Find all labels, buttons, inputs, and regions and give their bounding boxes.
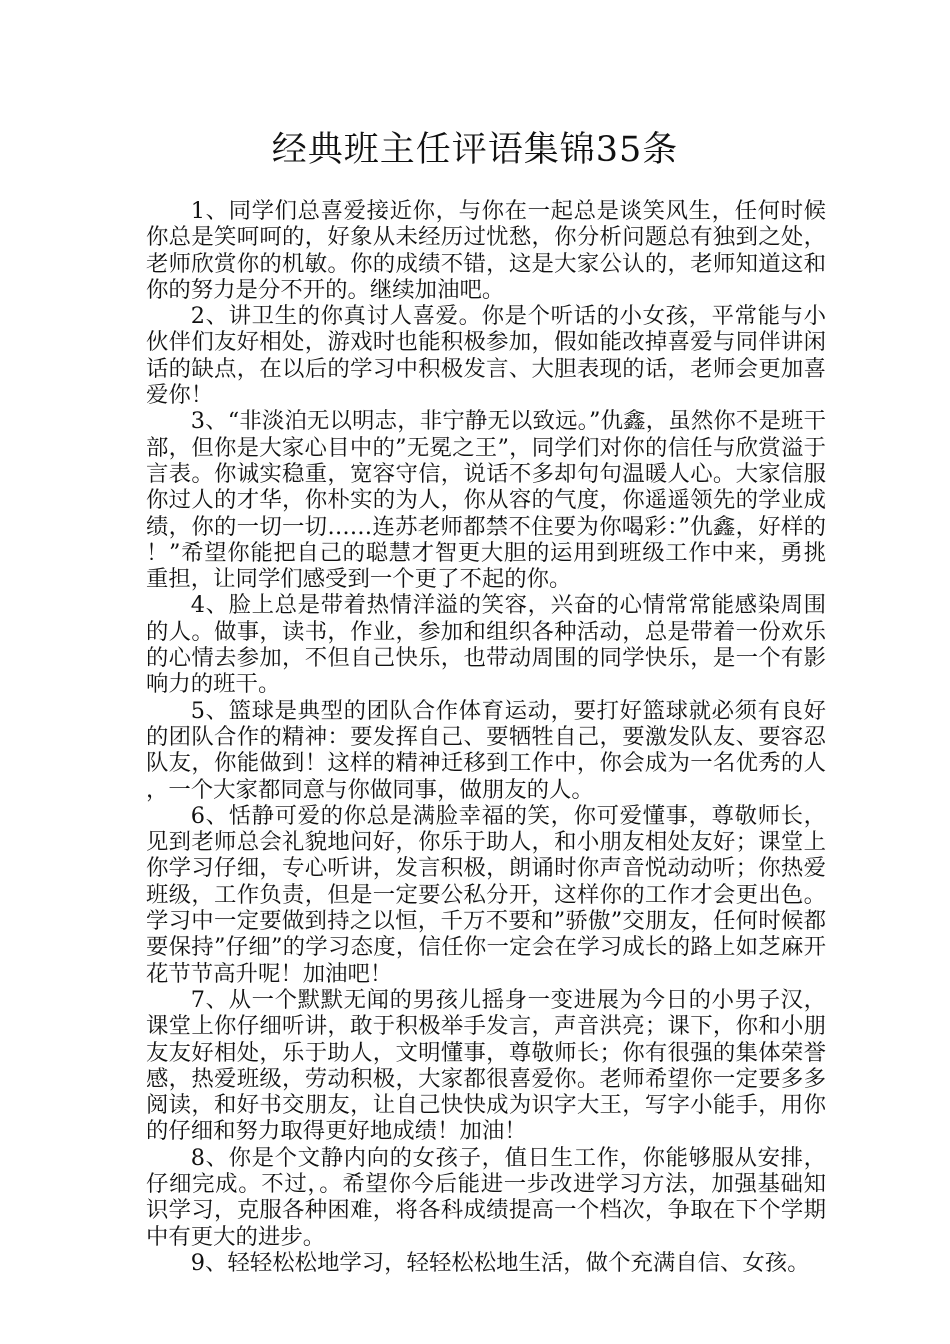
paragraph-7: 7、从一个默默无闻的男孩儿摇身一变进展为今日的小男子汉，课堂上你仔细听讲，敢于积极举手发言，声音洪亮；课下，你和小朋友友好相处，乐于助人，文明懂事，尊敬师长；你有很强的集体荣誉感，热爱班级，劳动积极，大家都很喜爱你。老师希望你一定要多多阅读，和好书交朋友，让自己快快成为识字大王，写字小能手，用你的仔细和努力取得更好地成绩！加油！ [146,986,826,1145]
paragraph-8: 8、你是个文静内向的女孩子，值日生工作，你能够服从安排，仔细完成。不过，。希望你今后能进一步改进学习方法，加强基础知识学习，克服各种困难，将各科成绩提高一个档次，争取在下个学期中有更大的进步。 [146,1144,826,1250]
document-title: 经典班主任评语集锦35条 [271,130,679,170]
paragraph-6: 6、恬静可爱的你总是满脸幸福的笑，你可爱懂事，尊敬师长，见到老师总会礼貌地问好，你乐于助人，和小朋友相处友好；课堂上你学习仔细，专心听讲，发言积极，朗诵时你声音悦动动听；你热爱班级，工作负责，但是一定要公私分开，这样你的工作才会更出色。学习中一定要做到持之以恒，千万不要和”骄傲”交朋友，任何时候都要保持”仔细”的学习态度，信任你一定会在学习成长的路上如芝麻开花节节高升呢！加油吧！ [146,802,826,987]
paragraph-2: 2、讲卫生的你真讨人喜爱。你是个听话的小女孩，平常能与小伙伴们友好相处，游戏时也能积极参加，假如能改掉喜爱与同伴讲闲话的缺点，在以后的学习中积极发言、大胆表现的话，老师会更加喜爱你！ [146,303,826,409]
paragraph-1: 1、同学们总喜爱接近你，与你在一起总是谈笑风生，任何时候你总是笑呵呵的，好象从未经历过忧愁，你分析问题总有独到之处，老师欣赏你的机敏。你的成绩不错，这是大家公认的，老师知道这和你的努力是分不开的。继续加油吧。 [146,198,826,303]
paragraph-5: 5、篮球是典型的团队合作体育运动，要打好篮球就必须有良好的团队合作的精神：要发挥自己、要牺牲自己，要激发队友、要容忍队友，你能做到！这样的精神迁移到工作中，你会成为一名优秀的人，一个大家都同意与你做同事，做朋友的人。 [146,697,826,803]
paragraph-9: 9、轻轻松松地学习，轻轻松松地生活，做个充满自信、女孩。 [190,1249,810,1276]
document-body [146,198,826,1276]
paragraph-4: 4、脸上总是带着热情洋溢的笑容，兴奋的心情常常能感染周围的人。做事，读书，作业，参加和组织各种活动，总是带着一份欢乐的心情去参加，不但自己快乐，也带动周围的同学快乐，是一个有影响力的班干。 [146,592,826,698]
paragraph-3: 3、“非淡泊无以明志，非宁静无以致远。”仇鑫，虽然你不是班干部，但你是大家心目中的”无冕之王”，同学们对你的信任与欣赏溢于言表。你诚实稳重，宽容守信，说话不多却句句温暖人心。大家信服你过人的才华，你朴实的为人，你从容的气度，你遥遥领先的学业成绩，你的一切一切……连苏老师都禁不住要为你喝彩：”仇鑫，好样的！”希望你能把自己的聪慧才智更大胆的运用到班级工作中来，勇挑重担，让同学们感受到一个更了不起的你。 [146,408,826,593]
